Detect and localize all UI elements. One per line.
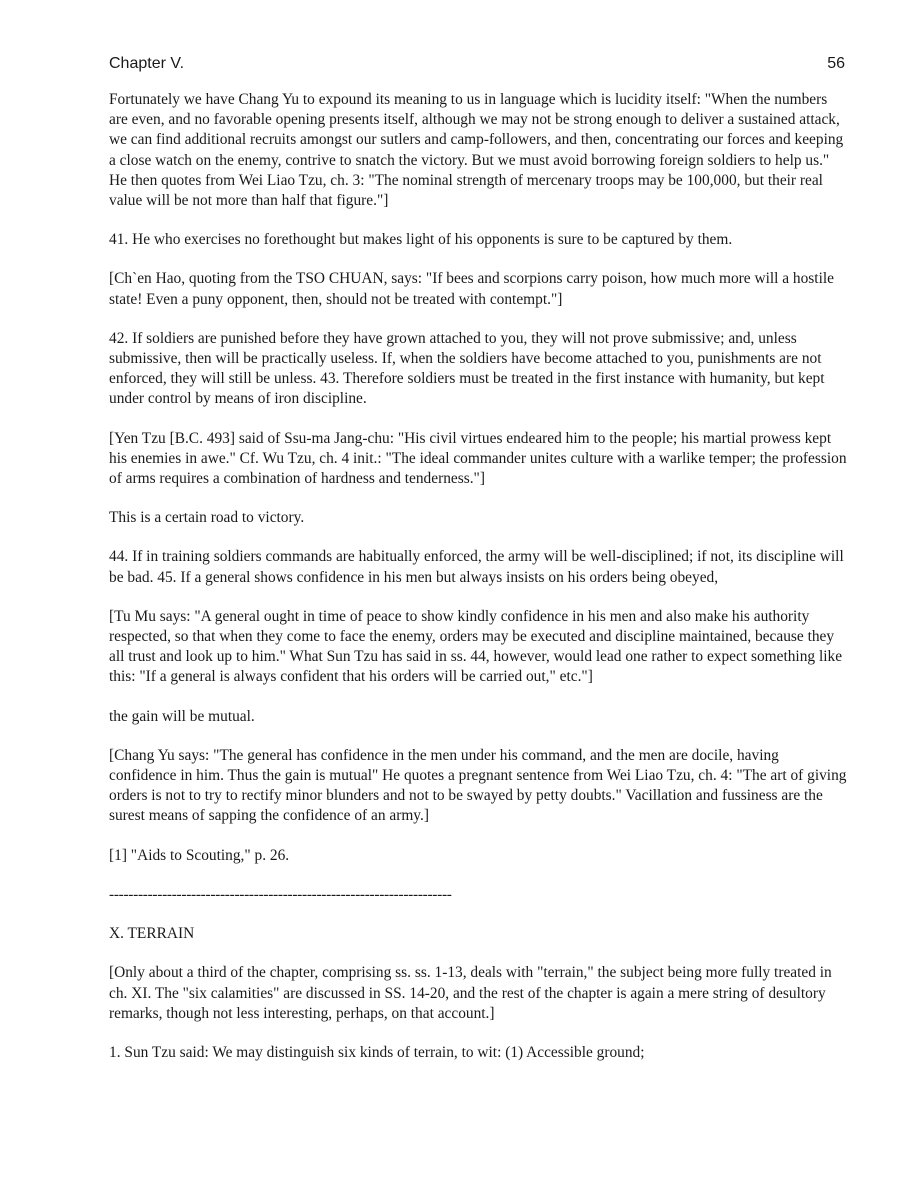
paragraph-41: 41. He who exercises no forethought but makes light of his opponents is sure to be captured by them.	[109, 231, 733, 249]
paragraph-chang-yu-confidence: [Chang Yu says: "The general has confidence in the men under his command, and the men are docile, having confidence in him. Thus the gain is mutual" He quotes a pregnant sentence from Wei Liao Tzu, ch. 4: "The art of giving orders is not to try to rectify minor blunders and not to be swayed by petty doubts." Vacillation and fussiness are the surest means of sapping the confidence of an army.]	[109, 746, 847, 825]
paragraph-1-terrain: 1. Sun Tzu said: We may distinguish six kinds of terrain, to wit: (1) Accessible ground;	[109, 1043, 645, 1061]
paragraph-road-to-victory: This is a certain road to victory.	[109, 509, 305, 527]
paragraph-terrain-intro: [Only about a third of the chapter, comprising ss. ss. 1-13, deals with "terrain," the subject being more fully treated in ch. XI. The "six calamities" are discussed in SS. 14-20, and the rest of the chapter is again a mere string of desultory remarks, though not less interesting, perhaps, on that account.]	[109, 964, 832, 1022]
paragraph-42-43: 42. If soldiers are punished before they have grown attached to you, they will not prove submissive; and, unless submissive, then will be practically useless. If, when the soldiers have become attached to you, punishments are not enforced, they will still be unless. 43. Therefore soldiers must be treated in the first instance with humanity, but kept under control by means of iron discipline.	[109, 329, 825, 408]
paragraph-tu-mu: [Tu Mu says: "A general ought in time of peace to show kindly confidence in his men and also make his authority respected, so that when they come to face the enemy, orders may be executed and discipline maintained, because they all trust and look up to him." What Sun Tzu has said in ss. 44, however, would lead one rather to expect something like this: "If a general is always confident that his orders will be carried out," etc."]	[109, 607, 843, 686]
chapter-title: Chapter V.	[109, 55, 185, 72]
page-number: 56	[827, 55, 845, 72]
section-divider: -----------------------------------------------------------------------	[109, 885, 452, 903]
paragraph-gain-mutual: the gain will be mutual.	[109, 707, 255, 725]
paragraph-yen-tzu: [Yen Tzu [B.C. 493] said of Ssu-ma Jang-chu: "His civil virtues endeared him to the people; his martial prowess kept his enemies in awe." Cf. Wu Tzu, ch. 4 init.: "The ideal commander unites culture with a warlike temper; the profession of arms requires a combination of hardness and tenderness."]	[109, 429, 847, 488]
document-body	[109, 90, 849, 1082]
section-heading: X. TERRAIN	[109, 925, 195, 943]
footnote: [1] "Aids to Scouting," p. 26.	[109, 846, 290, 864]
paragraph-chang-yu-recruits: Fortunately we have Chang Yu to expound its meaning to us in language which is lucidity itself: "When the numbers are even, and no favorable opening presents itself, although we may not be strong enough to deliver a sustained attack, we can find additional recruits amongst our sutlers and camp-followers, and then, concentrating our forces and keeping a close watch on the enemy, contrive to snatch the victory. But we must avoid borrowing foreign soldiers to help us." He then quotes from Wei Liao Tzu, ch. 3: "The nominal strength of mercenary troops may be 100,000, but their real value will be not more than half that figure."]	[109, 91, 844, 210]
paragraph-44-45: 44. If in training soldiers commands are habitually enforced, the army will be well-disciplined; if not, its discipline will be bad. 45. If a general shows confidence in his men but always insists on his orders being obeyed,	[109, 548, 844, 586]
paragraph-chen-hao: [Ch`en Hao, quoting from the TSO CHUAN, says: "If bees and scorpions carry poison, how much more will a hostile state! Even a puny opponent, then, should not be treated with contempt."]	[109, 270, 834, 308]
page-header	[109, 55, 845, 79]
